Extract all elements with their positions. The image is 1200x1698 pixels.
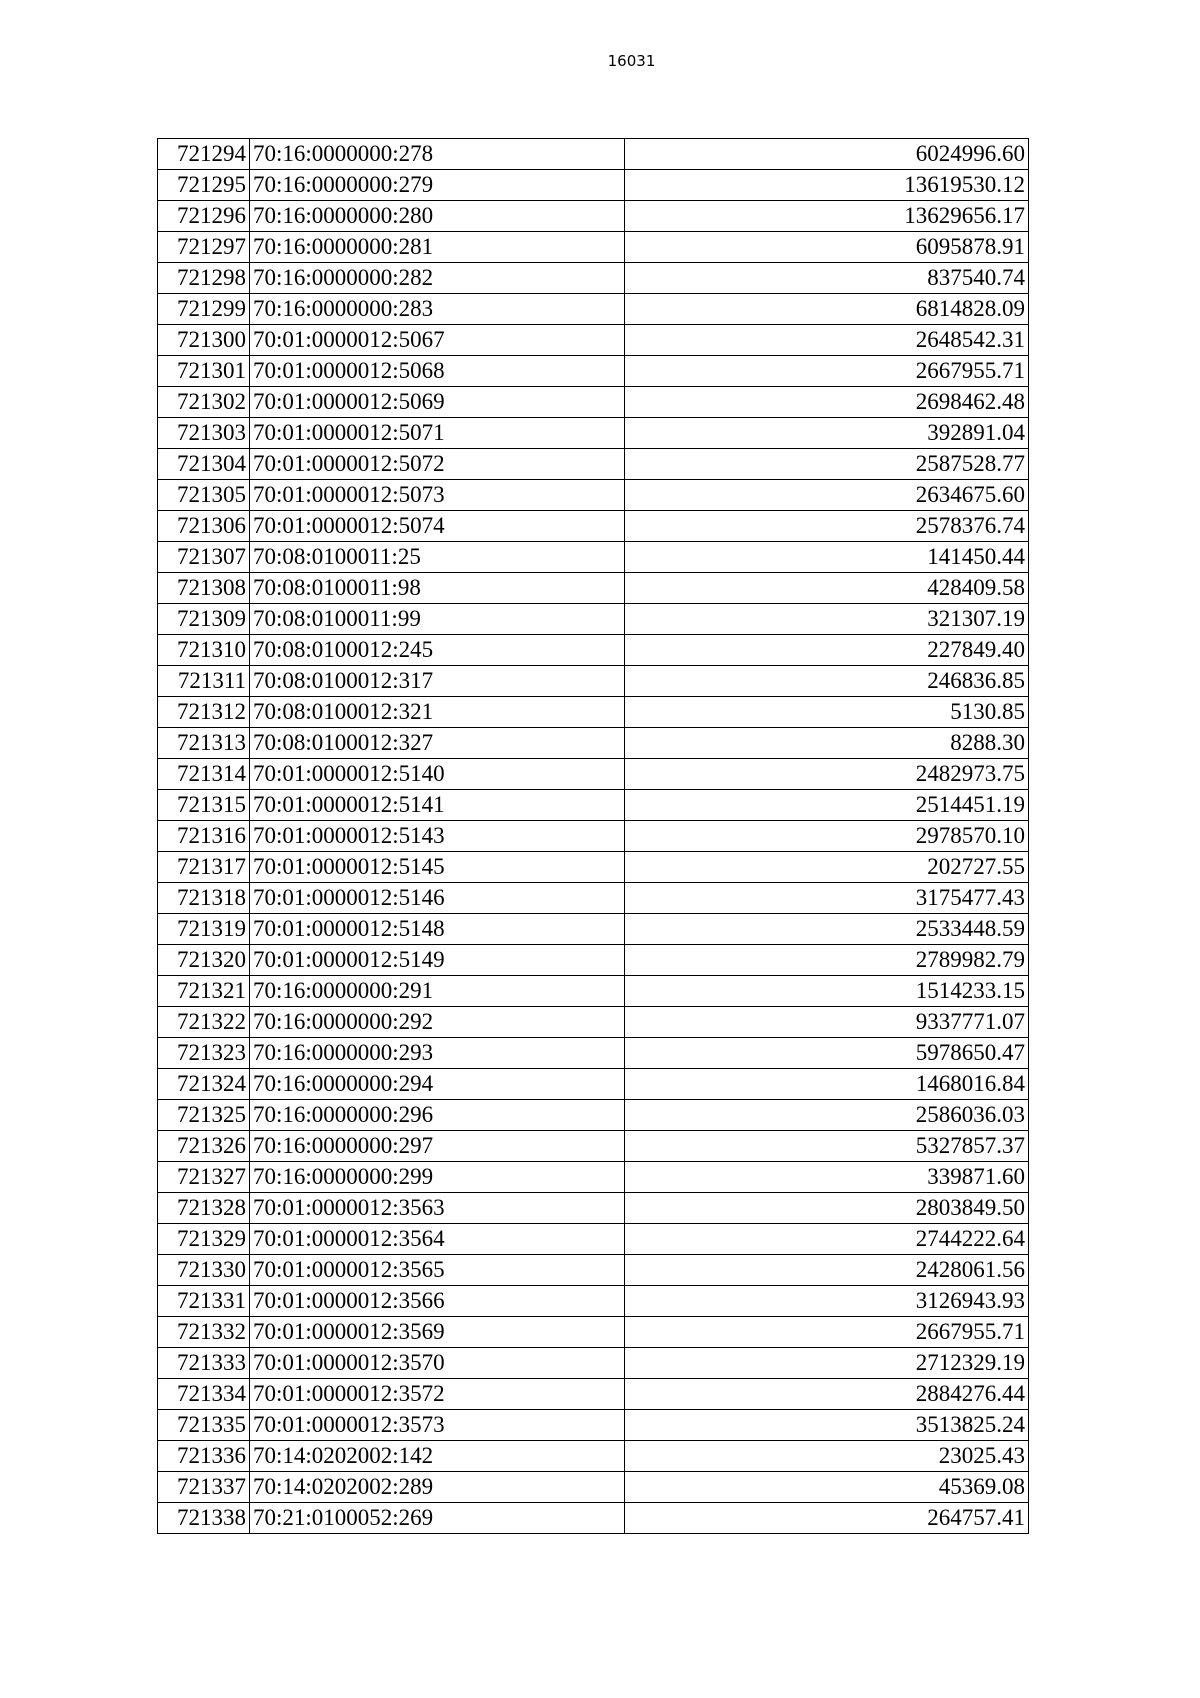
row-id-cell: 721315 (158, 790, 250, 821)
table-row (158, 728, 1029, 759)
cadastral-value-cell: 5130.85 (625, 697, 1029, 728)
table-row (158, 697, 1029, 728)
table-row (158, 480, 1029, 511)
row-id-cell: 721308 (158, 573, 250, 604)
cadastral-number-cell: 70:21:0100052:269 (250, 1503, 625, 1534)
cadastral-value-cell: 8288.30 (625, 728, 1029, 759)
table-body (158, 139, 1029, 1534)
table-row (158, 232, 1029, 263)
row-id-cell: 721309 (158, 604, 250, 635)
table-row (158, 1162, 1029, 1193)
table-row (158, 790, 1029, 821)
cadastral-number-cell: 70:01:0000012:5068 (250, 356, 625, 387)
table-row (158, 263, 1029, 294)
table-row (158, 1007, 1029, 1038)
table-row (158, 635, 1029, 666)
row-id-cell: 721300 (158, 325, 250, 356)
cadastral-number-cell: 70:01:0000012:3569 (250, 1317, 625, 1348)
cadastral-number-cell: 70:01:0000012:5072 (250, 449, 625, 480)
cadastral-value-cell: 246836.85 (625, 666, 1029, 697)
cadastral-number-cell: 70:16:0000000:299 (250, 1162, 625, 1193)
cadastral-value-cell: 23025.43 (625, 1441, 1029, 1472)
cadastral-number-cell: 70:08:0100012:327 (250, 728, 625, 759)
cadastral-number-cell: 70:01:0000012:5073 (250, 480, 625, 511)
table-row (158, 294, 1029, 325)
cadastral-number-cell: 70:08:0100011:98 (250, 573, 625, 604)
cadastral-number-cell: 70:01:0000012:3572 (250, 1379, 625, 1410)
row-id-cell: 721302 (158, 387, 250, 418)
row-id-cell: 721298 (158, 263, 250, 294)
table-row (158, 1317, 1029, 1348)
row-id-cell: 721329 (158, 1224, 250, 1255)
cadastral-value-cell: 45369.08 (625, 1472, 1029, 1503)
table-row (158, 573, 1029, 604)
cadastral-number-cell: 70:01:0000012:5148 (250, 914, 625, 945)
row-id-cell: 721294 (158, 139, 250, 170)
row-id-cell: 721317 (158, 852, 250, 883)
row-id-cell: 721314 (158, 759, 250, 790)
cadastral-number-cell: 70:01:0000012:5141 (250, 790, 625, 821)
row-id-cell: 721338 (158, 1503, 250, 1534)
cadastral-value-cell: 2884276.44 (625, 1379, 1029, 1410)
cadastral-value-cell: 2648542.31 (625, 325, 1029, 356)
cadastral-value-cell: 2667955.71 (625, 356, 1029, 387)
table-row (158, 1069, 1029, 1100)
row-id-cell: 721296 (158, 201, 250, 232)
row-id-cell: 721310 (158, 635, 250, 666)
cadastral-number-cell: 70:16:0000000:282 (250, 263, 625, 294)
table-row (158, 1224, 1029, 1255)
cadastral-number-cell: 70:01:0000012:3573 (250, 1410, 625, 1441)
table-row (158, 1410, 1029, 1441)
cadastral-number-cell: 70:16:0000000:297 (250, 1131, 625, 1162)
row-id-cell: 721336 (158, 1441, 250, 1472)
row-id-cell: 721303 (158, 418, 250, 449)
cadastral-number-cell: 70:16:0000000:281 (250, 232, 625, 263)
row-id-cell: 721326 (158, 1131, 250, 1162)
table-row (158, 387, 1029, 418)
cadastral-number-cell: 70:01:0000012:3565 (250, 1255, 625, 1286)
cadastral-number-cell: 70:08:0100012:245 (250, 635, 625, 666)
cadastral-number-cell: 70:14:0202002:142 (250, 1441, 625, 1472)
row-id-cell: 721299 (158, 294, 250, 325)
table-row (158, 449, 1029, 480)
table-row (158, 1472, 1029, 1503)
cadastral-value-cell: 264757.41 (625, 1503, 1029, 1534)
cadastral-value-cell: 13629656.17 (625, 201, 1029, 232)
cadastral-number-cell: 70:01:0000012:3563 (250, 1193, 625, 1224)
row-id-cell: 721323 (158, 1038, 250, 1069)
table-row (158, 914, 1029, 945)
table-row (158, 1286, 1029, 1317)
cadastral-value-cell: 2634675.60 (625, 480, 1029, 511)
row-id-cell: 721328 (158, 1193, 250, 1224)
cadastral-value-cell: 2482973.75 (625, 759, 1029, 790)
cadastral-number-cell: 70:01:0000012:5149 (250, 945, 625, 976)
cadastral-number-cell: 70:16:0000000:278 (250, 139, 625, 170)
table-row (158, 1379, 1029, 1410)
row-id-cell: 721321 (158, 976, 250, 1007)
cadastral-value-cell: 3513825.24 (625, 1410, 1029, 1441)
cadastral-number-cell: 70:16:0000000:294 (250, 1069, 625, 1100)
cadastral-number-cell: 70:08:0100011:99 (250, 604, 625, 635)
cadastral-value-cell: 2712329.19 (625, 1348, 1029, 1379)
cadastral-value-cell: 2744222.64 (625, 1224, 1029, 1255)
row-id-cell: 721312 (158, 697, 250, 728)
cadastral-value-cell: 2578376.74 (625, 511, 1029, 542)
cadastral-value-cell: 5327857.37 (625, 1131, 1029, 1162)
table-row (158, 883, 1029, 914)
cadastral-number-cell: 70:01:0000012:3564 (250, 1224, 625, 1255)
cadastral-value-cell: 2514451.19 (625, 790, 1029, 821)
table-row (158, 170, 1029, 201)
row-id-cell: 721313 (158, 728, 250, 759)
cadastral-value-table (157, 138, 1029, 1534)
row-id-cell: 721304 (158, 449, 250, 480)
cadastral-value-cell: 428409.58 (625, 573, 1029, 604)
cadastral-value-cell: 2533448.59 (625, 914, 1029, 945)
table-row (158, 1038, 1029, 1069)
cadastral-value-cell: 1468016.84 (625, 1069, 1029, 1100)
cadastral-number-cell: 70:01:0000012:3566 (250, 1286, 625, 1317)
cadastral-number-cell: 70:01:0000012:5145 (250, 852, 625, 883)
row-id-cell: 721316 (158, 821, 250, 852)
cadastral-value-cell: 2428061.56 (625, 1255, 1029, 1286)
table-row (158, 852, 1029, 883)
table-row (158, 139, 1029, 170)
cadastral-number-cell: 70:16:0000000:291 (250, 976, 625, 1007)
cadastral-value-cell: 392891.04 (625, 418, 1029, 449)
cadastral-number-cell: 70:01:0000012:5143 (250, 821, 625, 852)
page-number: 16031 (607, 52, 656, 70)
table-row (158, 1255, 1029, 1286)
row-id-cell: 721335 (158, 1410, 250, 1441)
row-id-cell: 721305 (158, 480, 250, 511)
row-id-cell: 721301 (158, 356, 250, 387)
table-row (158, 418, 1029, 449)
cadastral-number-cell: 70:16:0000000:296 (250, 1100, 625, 1131)
cadastral-value-cell: 3175477.43 (625, 883, 1029, 914)
cadastral-number-cell: 70:08:0100012:321 (250, 697, 625, 728)
cadastral-value-cell: 6814828.09 (625, 294, 1029, 325)
table-row (158, 1441, 1029, 1472)
row-id-cell: 721311 (158, 666, 250, 697)
row-id-cell: 721306 (158, 511, 250, 542)
table-row (158, 821, 1029, 852)
cadastral-number-cell: 70:16:0000000:293 (250, 1038, 625, 1069)
cadastral-value-cell: 6095878.91 (625, 232, 1029, 263)
cadastral-value-cell: 2803849.50 (625, 1193, 1029, 1224)
cadastral-value-cell: 321307.19 (625, 604, 1029, 635)
cadastral-value-cell: 2586036.03 (625, 1100, 1029, 1131)
row-id-cell: 721325 (158, 1100, 250, 1131)
cadastral-value-cell: 339871.60 (625, 1162, 1029, 1193)
table-row (158, 1131, 1029, 1162)
cadastral-number-cell: 70:08:0100011:25 (250, 542, 625, 573)
row-id-cell: 721327 (158, 1162, 250, 1193)
cadastral-value-cell: 6024996.60 (625, 139, 1029, 170)
table-row (158, 1100, 1029, 1131)
table-row (158, 759, 1029, 790)
table-row (158, 1503, 1029, 1534)
cadastral-value-cell: 3126943.93 (625, 1286, 1029, 1317)
row-id-cell: 721337 (158, 1472, 250, 1503)
cadastral-value-cell: 837540.74 (625, 263, 1029, 294)
cadastral-number-cell: 70:01:0000012:5071 (250, 418, 625, 449)
row-id-cell: 721320 (158, 945, 250, 976)
row-id-cell: 721297 (158, 232, 250, 263)
cadastral-number-cell: 70:08:0100012:317 (250, 666, 625, 697)
cadastral-number-cell: 70:01:0000012:3570 (250, 1348, 625, 1379)
table-row (158, 604, 1029, 635)
row-id-cell: 721333 (158, 1348, 250, 1379)
row-id-cell: 721307 (158, 542, 250, 573)
row-id-cell: 721318 (158, 883, 250, 914)
cadastral-value-cell: 5978650.47 (625, 1038, 1029, 1069)
cadastral-number-cell: 70:16:0000000:280 (250, 201, 625, 232)
cadastral-value-cell: 9337771.07 (625, 1007, 1029, 1038)
row-id-cell: 721295 (158, 170, 250, 201)
cadastral-value-cell: 2587528.77 (625, 449, 1029, 480)
row-id-cell: 721330 (158, 1255, 250, 1286)
cadastral-value-cell: 2978570.10 (625, 821, 1029, 852)
table-row (158, 1348, 1029, 1379)
cadastral-number-cell: 70:14:0202002:289 (250, 1472, 625, 1503)
row-id-cell: 721331 (158, 1286, 250, 1317)
cadastral-number-cell: 70:01:0000012:5140 (250, 759, 625, 790)
cadastral-number-cell: 70:01:0000012:5074 (250, 511, 625, 542)
row-id-cell: 721334 (158, 1379, 250, 1410)
cadastral-value-cell: 13619530.12 (625, 170, 1029, 201)
table-row (158, 976, 1029, 1007)
cadastral-value-cell: 1514233.15 (625, 976, 1029, 1007)
cadastral-value-cell: 141450.44 (625, 542, 1029, 573)
table-row (158, 945, 1029, 976)
cadastral-number-cell: 70:01:0000012:5069 (250, 387, 625, 418)
table-row (158, 325, 1029, 356)
cadastral-number-cell: 70:16:0000000:292 (250, 1007, 625, 1038)
cadastral-number-cell: 70:01:0000012:5067 (250, 325, 625, 356)
cadastral-value-cell: 2667955.71 (625, 1317, 1029, 1348)
row-id-cell: 721332 (158, 1317, 250, 1348)
table-row (158, 356, 1029, 387)
cadastral-number-cell: 70:16:0000000:283 (250, 294, 625, 325)
table-row (158, 542, 1029, 573)
cadastral-value-cell: 227849.40 (625, 635, 1029, 666)
cadastral-number-cell: 70:16:0000000:279 (250, 170, 625, 201)
table-row (158, 1193, 1029, 1224)
cadastral-number-cell: 70:01:0000012:5146 (250, 883, 625, 914)
cadastral-value-cell: 2789982.79 (625, 945, 1029, 976)
cadastral-value-cell: 2698462.48 (625, 387, 1029, 418)
table-row (158, 666, 1029, 697)
row-id-cell: 721319 (158, 914, 250, 945)
table-row (158, 201, 1029, 232)
cadastral-value-cell: 202727.55 (625, 852, 1029, 883)
table-row (158, 511, 1029, 542)
row-id-cell: 721322 (158, 1007, 250, 1038)
row-id-cell: 721324 (158, 1069, 250, 1100)
